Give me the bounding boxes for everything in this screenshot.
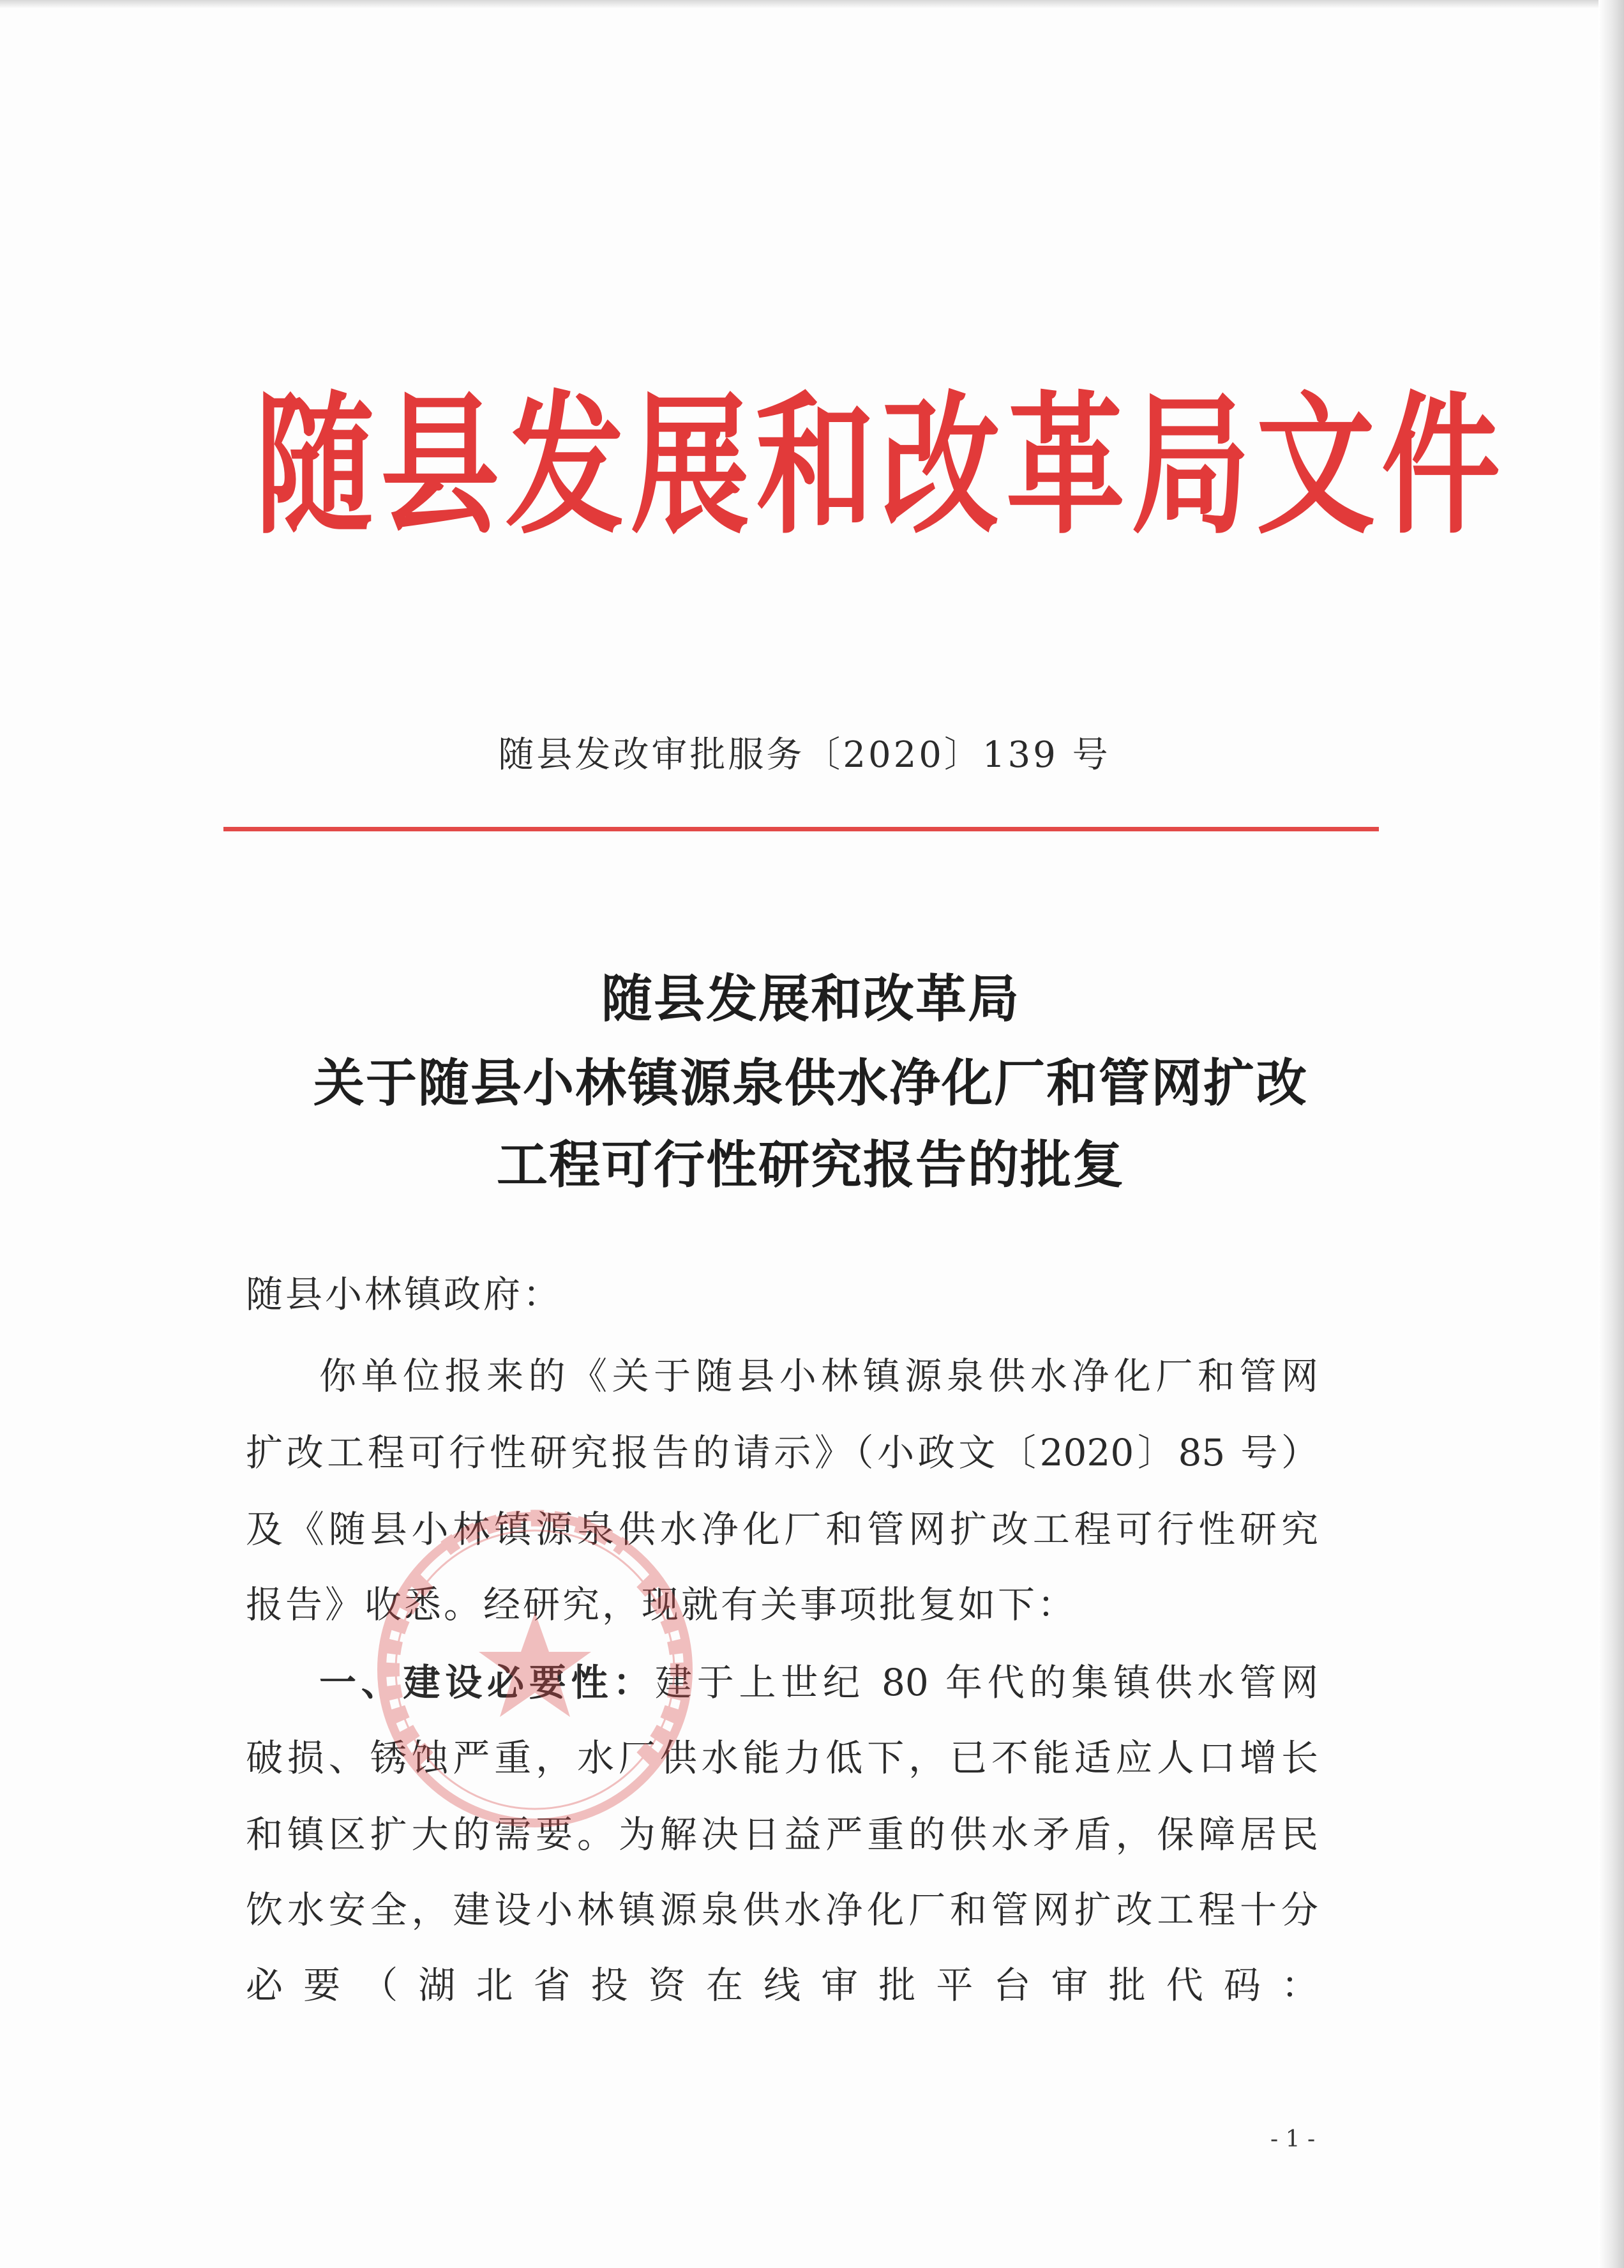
red-masthead: 随县发展和改革局文件 (255, 375, 1507, 555)
body-line: 必要（湖北省投资在线审批平台审批代码： (246, 1963, 1318, 2007)
body-line: 扩改工程可行性研究报告的请示》（小政文〔2020〕85 号） (246, 1431, 1318, 1474)
body-line: 你单位报来的《关于随县小林镇源泉供水净化厂和管网 (319, 1354, 1318, 1398)
section-heading: 一、建设必要性： (319, 1661, 656, 1704)
document-number: 随县发改审批服务〔2020〕139 号 (498, 734, 1111, 776)
body-line: 饮水安全，建设小林镇源泉供水净化厂和管网扩改工程十分 (246, 1888, 1318, 1932)
body-line: 破损、锈蚀严重，水厂供水能力低下，已不能适应人口增长 (246, 1736, 1318, 1780)
scan-edge-right (1598, 0, 1624, 2268)
body-line-heading (319, 1652, 1318, 1706)
red-divider-rule (223, 827, 1379, 831)
addressee: 随县小林镇政府： (246, 1273, 563, 1316)
body-line: 及《随县小林镇源泉供水净化厂和管网扩改工程可行性研究 (246, 1508, 1318, 1551)
doc-title-line-1: 随县发展和改革局 (601, 969, 1020, 1029)
doc-title-line-2: 关于随县小林镇源泉供水净化厂和管网扩改 (313, 1053, 1308, 1113)
body-line: 和镇区扩大的需要。为解决日益严重的供水矛盾，保障居民 (246, 1813, 1318, 1856)
doc-title-line-3: 工程可行性研究报告的批复 (497, 1135, 1125, 1195)
body-line: 报告》收悉。经研究，现就有关事项批复如下： (246, 1583, 1078, 1626)
body-text: 建于上世纪 80 年代的集镇供水管网 (655, 1661, 1318, 1704)
scan-edge-top (0, 0, 1624, 9)
page-number: - 1 - (1270, 2126, 1316, 2152)
